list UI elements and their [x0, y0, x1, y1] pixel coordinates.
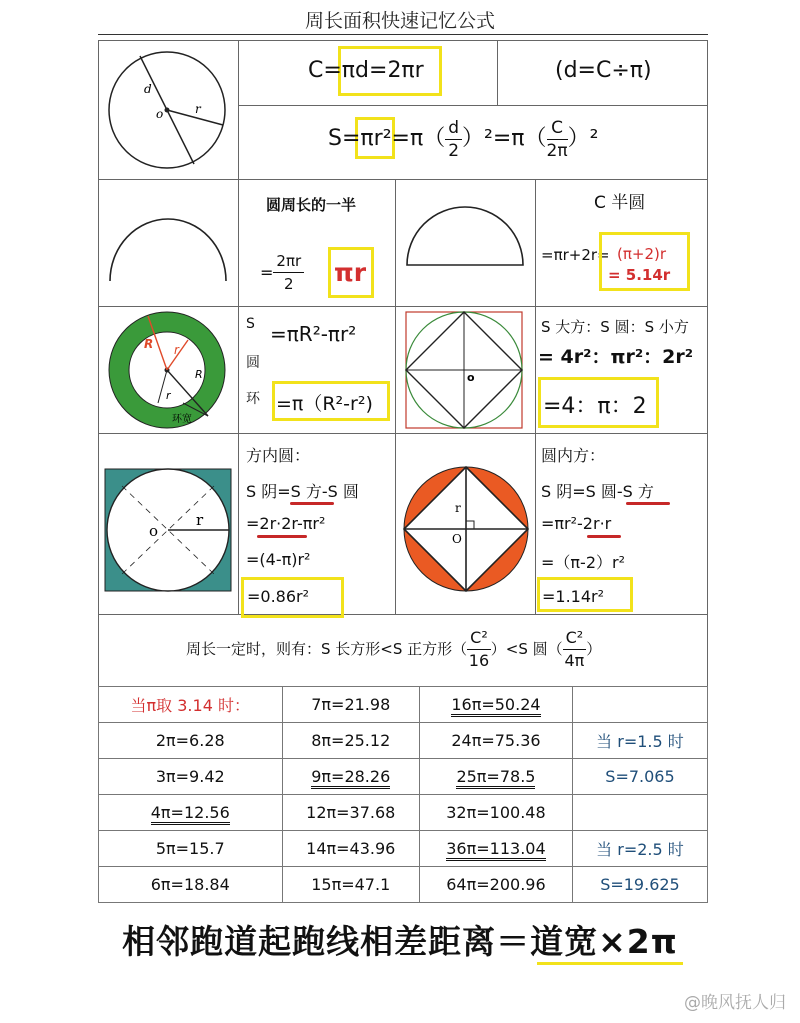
circle-diagram	[100, 42, 236, 178]
square-in-circle-title: 圆内方：	[541, 446, 606, 465]
square-in-circle-line-3: =（π-2）r²	[541, 553, 625, 572]
ring-s-label-1: S	[246, 316, 255, 332]
table-row	[99, 723, 708, 759]
table-cell: 24π=75.36	[419, 723, 572, 759]
track-distance-rule: 相邻跑道起跑线相差距离＝道宽×2π	[122, 922, 678, 961]
diameter-formula: (d=C÷π)	[555, 58, 652, 83]
ring-formula-1: =πR²-πr²	[270, 322, 357, 346]
table-cell	[572, 687, 707, 723]
table-cell: 7π=21.98	[282, 687, 419, 723]
table-row	[99, 795, 708, 831]
label-r: r	[174, 343, 179, 357]
square-in-circle-diagram	[400, 464, 532, 594]
ring-s-label-2: 圆	[246, 355, 260, 371]
label-o: o	[149, 522, 159, 540]
table-cell: 32π=100.48	[419, 795, 572, 831]
square-in-circle-line-1: S 阴=S 圆-S 方	[541, 482, 654, 501]
table-cell: 当 r=1.5 时	[572, 723, 707, 759]
label-d: d	[144, 82, 152, 96]
table-cell: 4π=12.56	[99, 795, 283, 831]
table-row	[99, 831, 708, 867]
ratio-title: S 大方：S 圆：S 小方	[541, 318, 689, 336]
pi-values-table	[98, 686, 708, 903]
label-R-2: R	[195, 368, 203, 381]
perimeter-comparison: 周长一定时，则有：S 长方形<S 正方形（ $\frac{\text{C²}}{16}$ ）<S 圆（ $\frac{\text{C²}}{4\pi}$ ）	[186, 628, 602, 670]
label-o: o	[156, 107, 164, 121]
table-cell: 16π=50.24	[419, 687, 572, 723]
title-underline	[98, 34, 708, 35]
watermark: @晚风抚人归	[684, 993, 786, 1013]
square-circle-square-diagram	[398, 308, 534, 432]
area-formula: S=πr²=π（ $\frac{d}{2}$ ）²=π（ $\frac{C}{2\pi}$ ）²	[328, 117, 599, 161]
table-cell: S=19.625	[572, 867, 707, 903]
half-circumference-heading: 圆周长的一半	[266, 196, 357, 214]
square-in-circle-result: =1.14r²	[542, 587, 605, 606]
ring-formula-2: =π（R²-r²)	[276, 393, 373, 415]
semicircle-result-2: = 5.14r	[608, 266, 671, 284]
label-r: r	[455, 501, 461, 515]
circle-in-square-diagram	[102, 466, 234, 594]
underline-mark	[257, 535, 307, 538]
label-r-2: r	[166, 389, 171, 402]
label-o: O	[452, 532, 462, 546]
circle-in-square-line-2: =2r·2r-πr²	[246, 514, 326, 533]
ring-s-label-3: 环	[246, 391, 260, 407]
table-cell: 当 r=2.5 时	[572, 831, 707, 867]
circle-in-square-line-1: S 阴=S 方-S 圆	[246, 482, 359, 501]
semicircle-arc	[100, 181, 236, 305]
semicircle-result-1: (π+2)r	[617, 245, 667, 263]
table-cell: 36π=113.04	[419, 831, 572, 867]
label-r: r	[196, 511, 204, 529]
table-row	[99, 867, 708, 903]
underline-mark	[626, 502, 670, 505]
ring-diagram	[100, 308, 236, 432]
table-cell: 25π=78.5	[419, 759, 572, 795]
circle-in-square-line-3: =(4-π)r²	[246, 550, 311, 569]
semicircle-title: C 半圆	[594, 193, 646, 213]
circle-in-square-result: =0.86r²	[247, 587, 310, 606]
table-cell: 15π=47.1	[282, 867, 419, 903]
ratio-result: =4：π：2	[543, 394, 647, 419]
table-row	[99, 687, 708, 723]
ratio-formula: = 4r²：πr²：2r²	[538, 346, 694, 368]
table-cell: 14π=43.96	[282, 831, 419, 867]
circumference-formula: C=πd=2πr	[308, 58, 424, 83]
table-cell: 3π=9.42	[99, 759, 283, 795]
table-cell: 8π=25.12	[282, 723, 419, 759]
table-cell: 2π=6.28	[99, 723, 283, 759]
table-row	[99, 759, 708, 795]
table-cell: 64π=200.96	[419, 867, 572, 903]
label-r: r	[195, 102, 201, 116]
table-cell: 6π=18.84	[99, 867, 283, 903]
semicircle-shape	[397, 181, 534, 305]
square-in-circle-line-2: =πr²-2r·r	[541, 514, 612, 533]
label-o: o	[467, 371, 475, 384]
table-cell: 9π=28.26	[282, 759, 419, 795]
table-cell: S=7.065	[572, 759, 707, 795]
table-cell: 5π=15.7	[99, 831, 283, 867]
table-cell	[572, 795, 707, 831]
circle-in-square-title: 方内圆：	[246, 446, 311, 465]
page-title: 周长面积快速记忆公式	[304, 10, 495, 32]
half-circumference-result: πr	[334, 258, 367, 287]
highlight-underline	[537, 962, 683, 965]
table-cell: 12π=37.68	[282, 795, 419, 831]
half-circumference-formula: = $\frac{2\pi r}{2}$	[260, 250, 304, 295]
table-cell: 当π取 3.14 时：	[99, 687, 283, 723]
label-ring-width: 环宽	[172, 414, 192, 425]
underline-mark	[587, 535, 621, 538]
semicircle-formula: =πr+2r=	[541, 246, 610, 264]
label-R: R	[144, 337, 154, 351]
underline-mark	[290, 502, 334, 505]
